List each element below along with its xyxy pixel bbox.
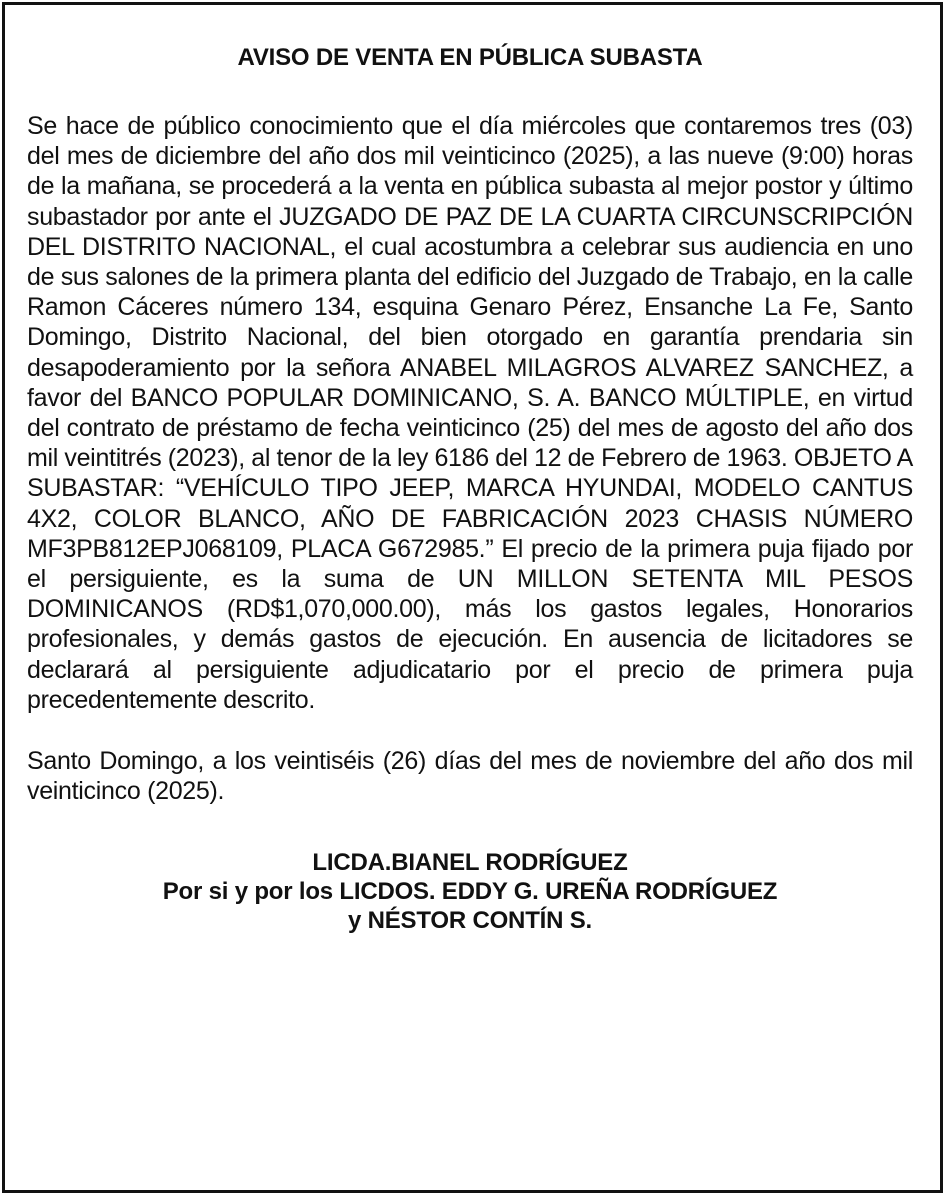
notice-frame	[2, 2, 943, 1193]
signature-line-1: LICDA.BIANEL RODRÍGUEZ	[312, 849, 628, 877]
notice-body: Se hace de público conocimiento que el día miércoles que contaremos tres (03) del mes de diciembre del año dos mil veinticinco (2025), a las nueve (9:00) horas de la mañana, se procederá a la venta en pública subasta al mejor postor y último subastador por ante el JUZGADO DE PAZ DE LA CUARTA CIRCUNSCRIPCIÓN DEL DISTRITO NACIONAL, el cual acostumbra a celebrar sus audiencia en uno de sus salones de la primera planta del edificio del Juzgado de Trabajo, en la calle Ramon Cáceres número 134, esquina Genaro Pérez, Ensanche La Fe, Santo Domingo, Distrito Nacional, del bien otorgado en garantía prendaria sin desapoderamiento por la señora ANABEL MILAGROS ALVAREZ SANCHEZ, a favor del BANCO POPULAR DOMINICANO, S. A. BANCO MÚLTIPLE, en virtud del contrato de préstamo de fecha veinticinco (25) del mes de agosto del año dos mil veintitrés (2023), al tenor de la ley 6186 del 12 de Febrero de 1963. OBJETO A SUBASTAR: “VEHÍCULO TIPO JEEP, MARCA HYUNDAI, MODELO CANTUS 4X2, COLOR BLANCO, AÑO DE FABRICACIÓN 2023 CHASIS NÚMERO MF3PB812EPJ068109, PLACA G672985.” El precio de la primera puja fijado por el persiguiente, es la suma de UN MILLON SETENTA MIL PESOS DOMINICANOS (RD$1,070,000.00), más los gastos legales, Honorarios profesionales, y demás gastos de ejecución. En ausencia de licitadores se declarará al persiguiente adjudicatario por el precio de primera puja precedentemente descrito.	[27, 112, 913, 714]
signature-block	[27, 848, 913, 935]
signature-line-3: y NÉSTOR CONTÍN S.	[348, 907, 592, 935]
notice-closing: Santo Domingo, a los veintiséis (26) días del mes de noviembre del año dos mil veinticinco (2025).	[27, 747, 913, 806]
notice-title: AVISO DE VENTA EN PÚBLICA SUBASTA	[237, 44, 703, 71]
signature-line-2: Por si y por los LICDOS. EDDY G. UREÑA RODRÍGUEZ	[162, 878, 778, 906]
notice-content	[27, 43, 913, 935]
